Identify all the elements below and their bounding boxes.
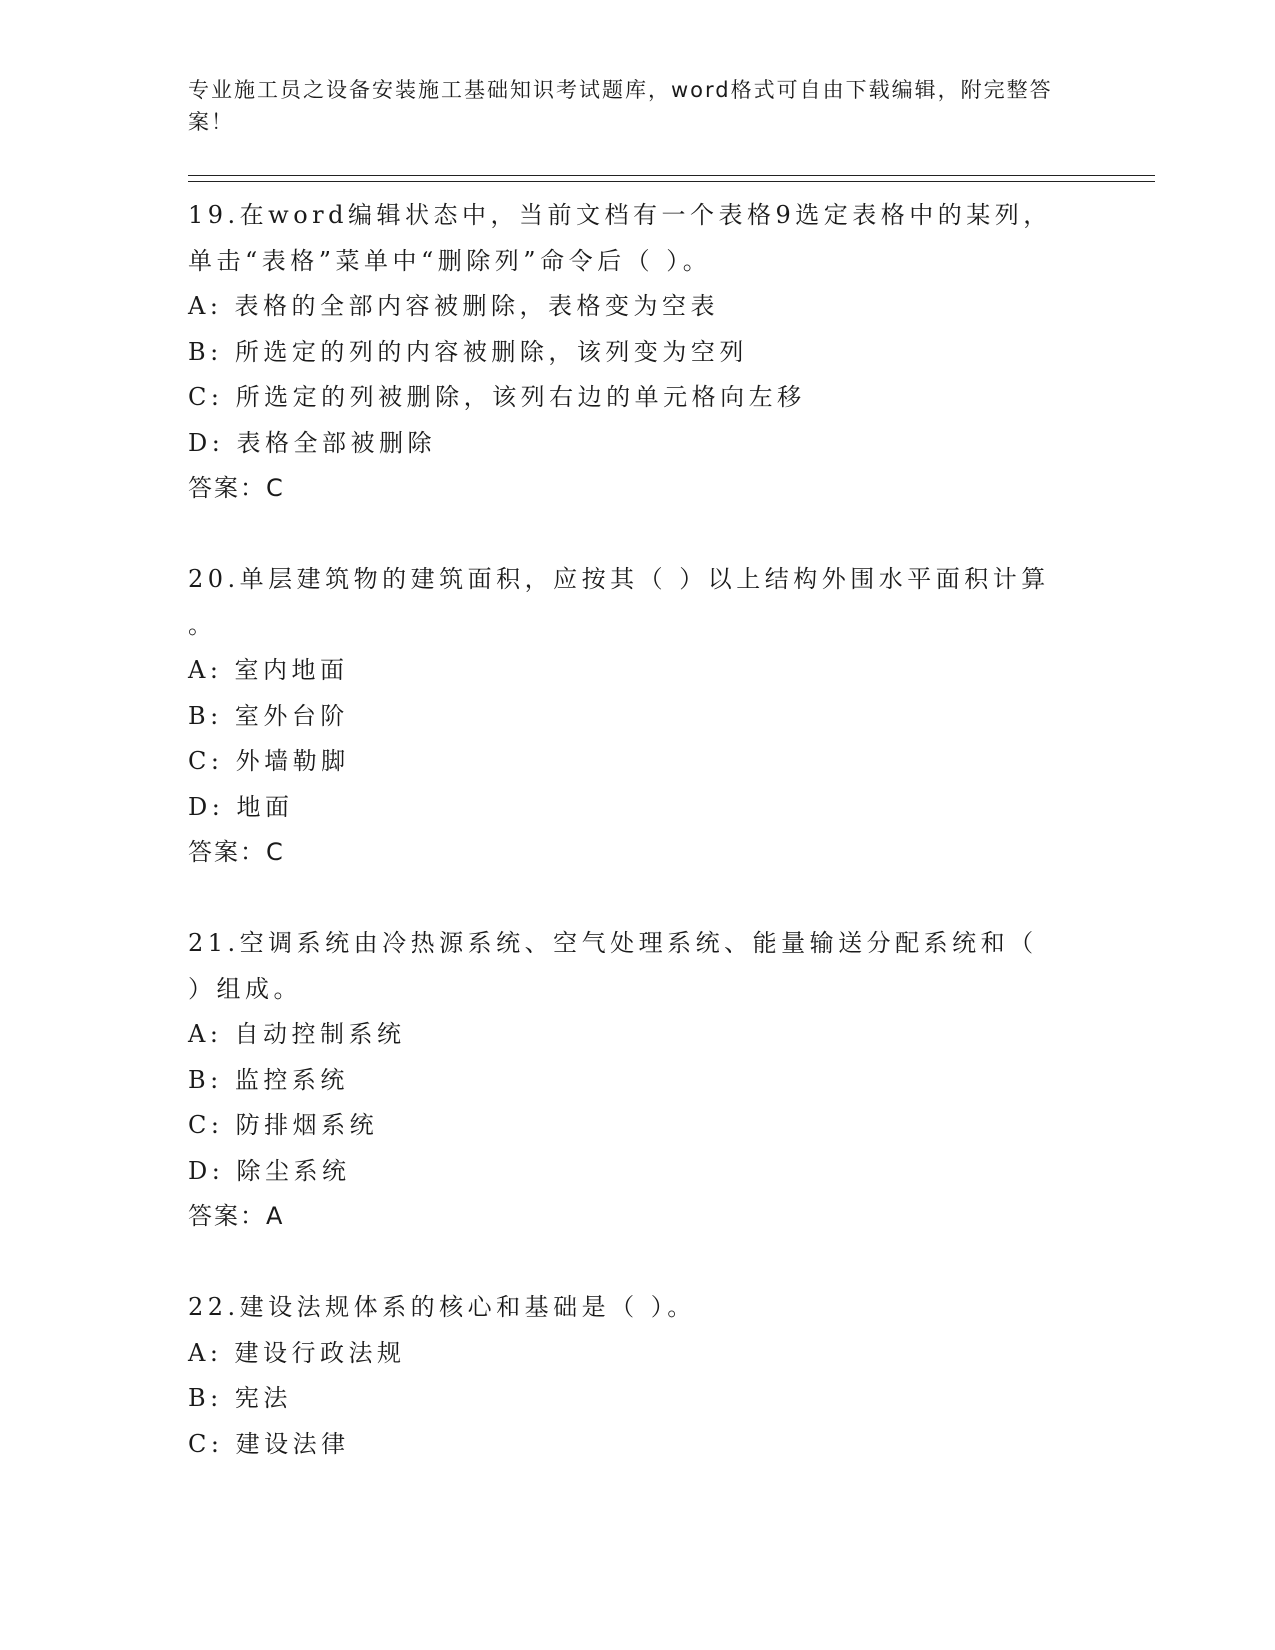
answer-text: 答案：C [188, 474, 285, 502]
option-c: C: 外墙勒脚 [188, 747, 350, 775]
option-b: B: 室外台阶 [188, 701, 349, 730]
spacer [188, 876, 1088, 922]
option-a: A: 室内地面 [188, 656, 349, 684]
question-stem-line: 20.单层建筑物的建筑面积，应按其（ ）以上结构外围水平面积计算 [188, 565, 1050, 593]
option-d: D: 地面 [188, 792, 294, 821]
question-22 [188, 1285, 1088, 1467]
option-b: B: 监控系统 [188, 1065, 349, 1094]
question-stem-line: 22.建设法规体系的核心和基础是（ ）。 [188, 1293, 696, 1321]
answer-text: 答案：A [188, 1202, 285, 1230]
question-stem-line: ）组成。 [188, 974, 302, 1003]
option-c: C: 防排烟系统 [188, 1111, 379, 1139]
header-divider-thin [188, 181, 1155, 182]
option-a: A: 建设行政法规 [188, 1338, 406, 1367]
question-stem-line: 21.空调系统由冷热源系统、空气处理系统、能量输送分配系统和（ [188, 929, 1038, 957]
document-header: 专业施工员之设备安装施工基础知识考试题库，word格式可自由下载编辑，附完整答案！ [188, 78, 1053, 134]
spacer [188, 512, 1088, 558]
question-list [188, 193, 1088, 1467]
question-19 [188, 193, 1088, 512]
option-d: D: 除尘系统 [188, 1156, 351, 1185]
option-a: A: 自动控制系统 [188, 1020, 406, 1048]
option-b: B: 宪法 [188, 1384, 292, 1412]
option-c: C: 建设法律 [188, 1429, 350, 1458]
question-20 [188, 557, 1088, 876]
question-stem-line: 19.在word编辑状态中，当前文档有一个表格9选定表格中的某列， [188, 201, 1052, 229]
header-divider-thick [188, 175, 1155, 176]
question-stem-line: 单击“表格”菜单中“删除列”命令后（ ）。 [188, 246, 712, 275]
option-b: B: 所选定的列的内容被删除，该列变为空列 [188, 337, 748, 366]
question-stem-line: 。 [188, 610, 217, 639]
option-a: A: 表格的全部内容被删除，表格变为空表 [188, 292, 720, 320]
option-d: D: 表格全部被删除 [188, 428, 436, 457]
answer-text: 答案：C [188, 838, 285, 866]
question-21 [188, 921, 1088, 1240]
spacer [188, 1240, 1088, 1286]
option-c: C: 所选定的列被删除，该列右边的单元格向左移 [188, 383, 806, 411]
